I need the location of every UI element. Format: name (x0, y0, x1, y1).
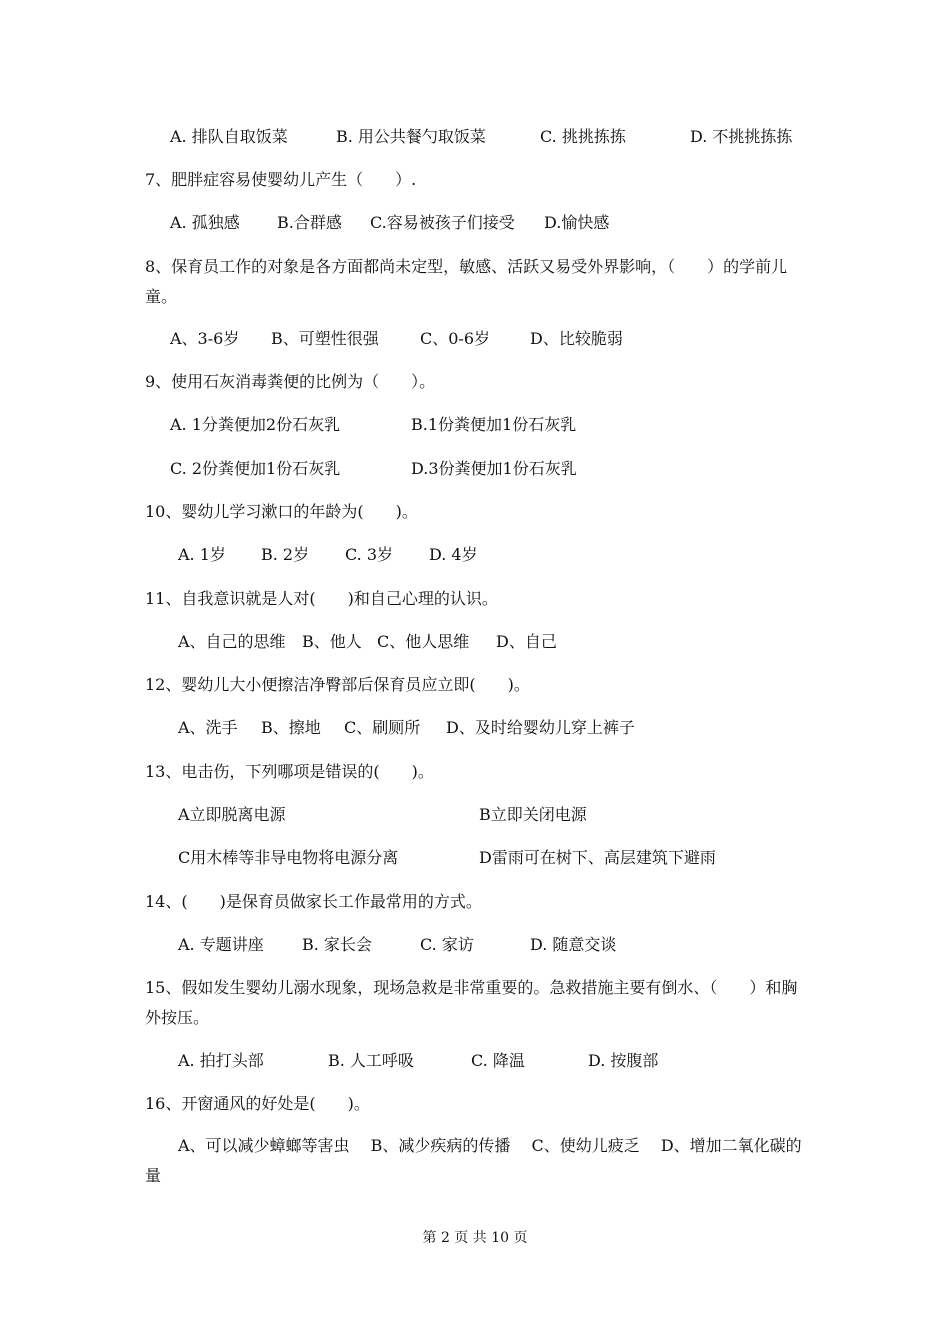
q16-options: A、可以减少蟑螂等害虫 B、减少疾病的传播 C、使幼儿疲乏 D、增加二氧化碳的量 (145, 1136, 802, 1185)
q7-option-d: D.愉快感 (544, 213, 610, 232)
q7-option-a: A. 孤独感 (170, 213, 240, 232)
q10-option-d: D. 4岁 (429, 545, 478, 564)
q13-option-a: A立即脱离电源 (178, 805, 286, 824)
q15-option-d: D. 按腹部 (588, 1051, 659, 1070)
q6-option-c: C. 挑挑拣拣 (540, 127, 626, 146)
q13-stem: 13、电击伤，下列哪项是错误的( )。 (145, 762, 434, 781)
q14-stem: 14、( )是保育员做家长工作最常用的方式。 (145, 892, 482, 911)
q15-option-a: A. 拍打头部 (178, 1051, 264, 1070)
q14-option-d: D. 随意交谈 (530, 935, 617, 954)
q12-stem: 12、婴幼儿大小便擦洁净臀部后保育员应立即( )。 (145, 675, 530, 694)
q9-option-b: B.1份粪便加1份石灰乳 (411, 415, 577, 434)
q11-option-b: B、他人 (302, 632, 362, 651)
q11-option-c: C、他人思维 (377, 632, 470, 651)
q8-stem: 8、保育员工作的对象是各方面都尚未定型，敏感、活跃又易受外界影响，（ ）的学前儿童。 (145, 257, 788, 306)
q11-option-d: D、自己 (496, 632, 557, 651)
q10-option-a: A. 1岁 (178, 545, 226, 564)
q6-option-a: A. 排队自取饭菜 (170, 127, 288, 146)
q8-option-a: A、3-6岁 (170, 329, 240, 348)
q10-option-c: C. 3岁 (345, 545, 394, 564)
q15-option-c: C. 降温 (471, 1051, 525, 1070)
q10-option-b: B. 2岁 (261, 545, 310, 564)
q9-option-d: D.3份粪便加1份石灰乳 (411, 459, 577, 478)
q9-option-a: A. 1分粪便加2份石灰乳 (170, 415, 341, 434)
q15-stem: 15、假如发生婴幼儿溺水现象，现场急救是非常重要的。急救措施主要有倒水、（ ）和胸外按压。 (145, 978, 798, 1027)
q13-option-d: D雷雨可在树下、高层建筑下避雨 (479, 848, 716, 867)
q6-option-d: D. 不挑挑拣拣 (690, 127, 793, 146)
q12-option-c: C、刷厕所 (344, 718, 421, 737)
q7-stem: 7、肥胖症容易使婴幼儿产生（ ）. (145, 170, 417, 189)
q6-option-b: B. 用公共餐勺取饭菜 (336, 127, 486, 146)
q8-option-c: C、0-6岁 (420, 329, 491, 348)
q7-option-b: B.合群感 (277, 213, 342, 232)
q14-option-b: B. 家长会 (302, 935, 372, 954)
q10-stem: 10、婴幼儿学习漱口的年龄为( )。 (145, 502, 418, 521)
q7-option-c: C.容易被孩子们接受 (370, 213, 515, 232)
q9-option-c: C. 2份粪便加1份石灰乳 (170, 459, 341, 478)
q12-option-d: D、及时给婴幼儿穿上裤子 (446, 718, 635, 737)
q11-stem: 11、自我意识就是人对( )和自己心理的认识。 (145, 589, 498, 608)
page-number: 第 2 页 共 10 页 (422, 1230, 528, 1246)
q14-option-a: A. 专题讲座 (178, 935, 264, 954)
q14-option-c: C. 家访 (420, 935, 474, 954)
q12-option-a: A、洗手 (178, 718, 238, 737)
q8-option-d: D、比较脆弱 (530, 329, 623, 348)
q12-option-b: B、擦地 (261, 718, 321, 737)
q13-option-c: C用木棒等非导电物将电源分离 (178, 848, 399, 867)
q16-stem: 16、开窗通风的好处是( )。 (145, 1094, 370, 1113)
q13-option-b: B立即关闭电源 (479, 805, 587, 824)
q9-stem: 9、使用石灰消毒粪便的比例为（ ）。 (145, 372, 436, 391)
q15-option-b: B. 人工呼吸 (328, 1051, 414, 1070)
q8-option-b: B、可塑性很强 (271, 329, 379, 348)
q11-option-a: A、自己的思维 (178, 632, 286, 651)
